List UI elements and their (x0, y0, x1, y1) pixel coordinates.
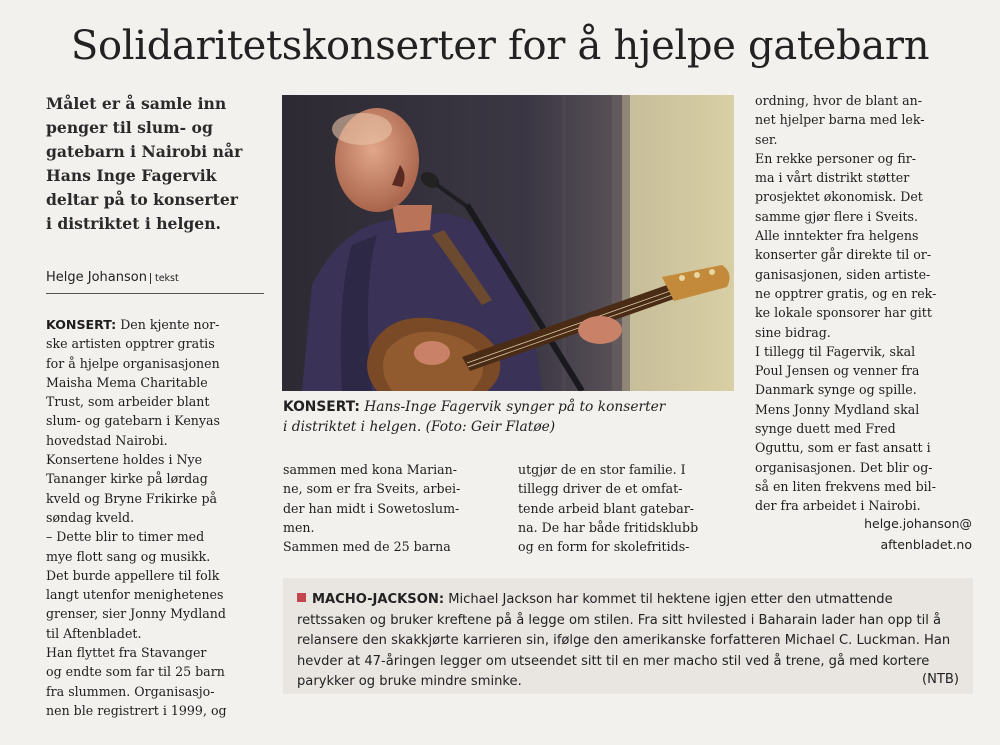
lead-paragraph: Målet er å samle inn penger til slum- og gatebarn i Nairobi når Hans Inge Fagervik deltar på to konserter i distriktet i helgen. (46, 94, 243, 233)
photo-illustration (282, 95, 734, 391)
square-bullet-icon (297, 593, 306, 602)
caption-kicker: KONSERT: (283, 399, 360, 415)
article-kicker: KONSERT: (46, 317, 117, 332)
news-brief-kicker: MACHO-JACKSON: (312, 592, 445, 607)
article-column-3: utgjør de en stor familie. I tillegg driver de et omfat- tende arbeid blant gatebar- na. De har både fritidsklubb og en form for skolefritids- (518, 462, 699, 555)
concert-photo (282, 95, 734, 391)
news-brief-text (297, 590, 962, 693)
article-column-1 (46, 315, 272, 720)
byline (46, 270, 264, 294)
photo-caption (283, 398, 743, 437)
news-brief-body: Michael Jackson har kommet til hektene igjen etter den utmattende rettssaken og bruker kreftene på å legge om stilen. Fra sitt hvilested i Baharain lader han opp til å relansere den skakkjørte karrieren sin, ifølge den amerikanske forfatteren Michael C. Luckman. Han hevder at 47-åringen legger om utseendet sitt til en mer macho stil ved å trene, gå med kortere parykker og bruke mindre sminke. (297, 592, 951, 689)
byline-author: Helge Johanson (46, 270, 147, 285)
caption-text: Hans-Inge Fagervik synger på to konserter i distriktet i helgen. (Foto: Geir Flatøe) (283, 399, 666, 435)
article-column-4: ordning, hvor de blant an- net hjelper barna med lek- ser. En rekke personer og fir- ma i vårt distrikt støtter prosjektet økonomisk. Det samme gjør flere i Sveits. Alle inntekter fra helgens konserter går direkte til or- ganisasjonen, siden artiste- ne opptrer gratis, og en rek- ke lokale sponsorer har gitt sine bidrag. I tillegg til Fagervik, skal Poul Jensen og venner fra Danmark synge og spille. Mens Jonny Mydland skal synge duett med Fred Oguttu, som er fast ansatt i organisasjonen. Det blir og- så en liten frekvens med bil- der fra arbeidet i Nairobi. (755, 93, 937, 514)
headline: Solidaritetskonserter for å hjelpe gatebarn (70, 23, 930, 69)
author-email: helge.johanson@ aftenbladet.no (864, 516, 972, 552)
article-column-2: sammen med kona Marian- ne, som er fra Sveits, arbei- der han midt i Sowetoslum- men. Sammen med de 25 barna (283, 462, 461, 555)
article-column-1-text: Den kjente nor- ske artisten opptrer gratis for å hjelpe organisasjonen Maisha Mema Charitable Trust, som arbeider blant slum- og gatebarn i Kenyas hovedstad Nairobi. Konsertene holdes i Nye Tananger kirke på lørdag kveld og Bryne Frikirke på søndag kveld. – Dette blir to timer med mye flott sang og musikk. Det burde appellere til folk langt utenfor menighetenes grenser, sier Jonny Mydland til Aftenbladet. Han flyttet fra Stavanger og endte som far til 25 barn fra slummen. Organisasjo- nen ble registrert i 1999, og (46, 317, 227, 718)
news-brief-box (283, 578, 973, 694)
news-brief-source: (NTB) (922, 672, 959, 687)
byline-role: tekst (150, 273, 179, 284)
